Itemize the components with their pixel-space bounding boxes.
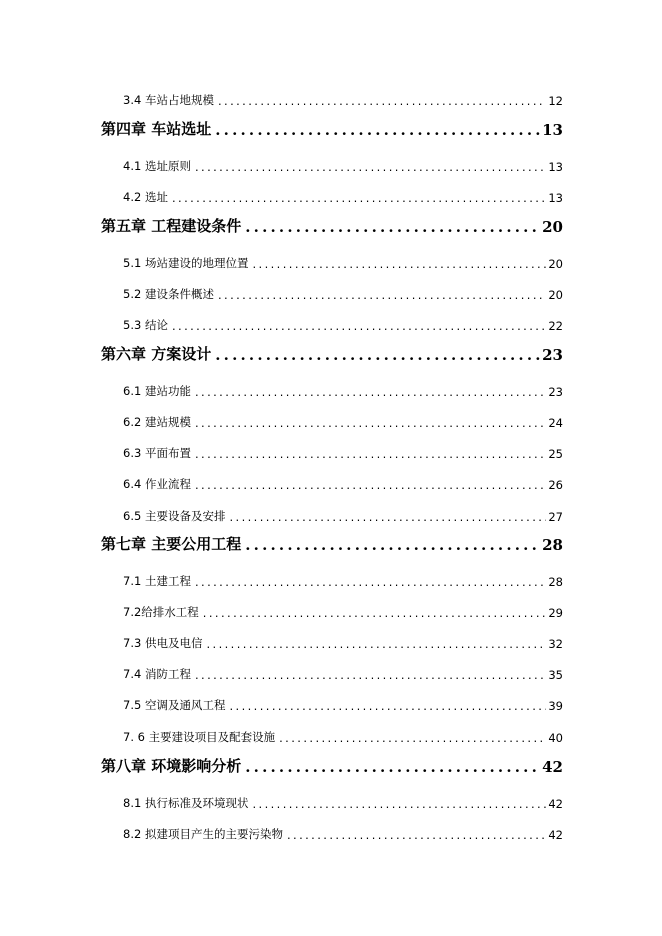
- toc-page-number: 32: [548, 637, 563, 651]
- toc-entry-title: 8.1 执行标准及环境现状: [123, 796, 249, 810]
- toc-chapter-6[interactable]: [101, 344, 563, 364]
- toc-page-number: 25: [548, 447, 563, 461]
- toc-page-number: 42: [542, 758, 563, 776]
- toc-entry-title: 7.2给排水工程: [123, 605, 199, 619]
- toc-entry-7-6[interactable]: [123, 729, 563, 745]
- dot-leader: [195, 575, 546, 589]
- toc-entry-7-2[interactable]: [123, 604, 563, 620]
- toc-entry-7-3[interactable]: [123, 635, 563, 651]
- toc-entry-7-1[interactable]: [123, 573, 563, 589]
- toc-entry-6-3[interactable]: [123, 445, 563, 461]
- toc-page-number: 13: [542, 121, 563, 139]
- dot-leader: [245, 536, 540, 554]
- toc-entry-5-3[interactable]: [123, 317, 563, 333]
- dot-leader: [195, 416, 546, 430]
- toc-page-number: 28: [542, 536, 563, 554]
- toc-entry-8-2[interactable]: [123, 826, 563, 842]
- toc-entry-title: 7.4 消防工程: [123, 667, 191, 681]
- toc-entry-title: 6.1 建站功能: [123, 384, 191, 398]
- toc-entry-title: 7. 6 主要建设项目及配套设施: [123, 730, 276, 744]
- dot-leader: [195, 447, 546, 461]
- toc-entry-title: 8.2 拟建项目产生的主要污染物: [123, 827, 283, 841]
- dot-leader: [252, 257, 546, 271]
- toc-entry-title: 7.5 空调及通风工程: [123, 698, 226, 712]
- toc-chapter-5[interactable]: [101, 216, 563, 236]
- toc-entry-title: 6.3 平面布置: [123, 446, 191, 460]
- toc-entry-title: 4.2 选址: [123, 190, 168, 204]
- dot-leader: [245, 218, 540, 236]
- toc-chapter-title: 第六章 方案设计: [101, 345, 212, 363]
- toc-page-number: 23: [542, 346, 563, 364]
- toc-chapter-title: 第五章 工程建设条件: [101, 217, 242, 235]
- toc-entry-title: 5.3 结论: [123, 318, 168, 332]
- dot-leader: [172, 191, 546, 205]
- toc-entry-title: 5.2 建设条件概述: [123, 287, 214, 301]
- toc-page-number: 20: [548, 288, 563, 302]
- toc-chapter-title: 第八章 环境影响分析: [101, 757, 242, 775]
- dot-leader: [218, 288, 546, 302]
- toc-page-number: 26: [548, 478, 563, 492]
- dot-leader: [206, 637, 546, 651]
- dot-leader: [218, 94, 546, 108]
- toc-chapter-7[interactable]: [101, 534, 563, 554]
- toc-entry-title: 6.2 建站规模: [123, 415, 191, 429]
- toc-entry-title: 3.4 车站占地规模: [123, 93, 214, 107]
- toc-entry-5-1[interactable]: [123, 255, 563, 271]
- toc-page-number: 20: [548, 257, 563, 271]
- toc-entry-title: 5.1 场站建设的地理位置: [123, 256, 249, 270]
- toc-entry-6-2[interactable]: [123, 414, 563, 430]
- dot-leader: [287, 828, 546, 842]
- dot-leader: [245, 758, 540, 776]
- toc-page-number: 27: [548, 510, 563, 524]
- toc-page-number: 29: [548, 606, 563, 620]
- dot-leader: [215, 121, 540, 139]
- toc-entry-title: 7.3 供电及电信: [123, 636, 203, 650]
- toc-chapter-8[interactable]: [101, 756, 563, 776]
- toc-page-number: 42: [548, 828, 563, 842]
- toc-entry-6-5[interactable]: [123, 508, 563, 524]
- toc-entry-6-1[interactable]: [123, 383, 563, 399]
- dot-leader: [195, 478, 546, 492]
- toc-entry-3-4[interactable]: [123, 92, 563, 108]
- dot-leader: [279, 731, 546, 745]
- toc-page-number: 35: [548, 668, 563, 682]
- toc-page-number: 13: [548, 191, 563, 205]
- dot-leader: [229, 699, 546, 713]
- dot-leader: [252, 797, 546, 811]
- toc-entry-4-1[interactable]: [123, 158, 563, 174]
- toc-page-number: 22: [548, 319, 563, 333]
- toc-entry-title: 4.1 选址原则: [123, 159, 191, 173]
- toc-page-number: 24: [548, 416, 563, 430]
- dot-leader: [215, 346, 540, 364]
- dot-leader: [203, 606, 547, 620]
- toc-chapter-4[interactable]: [101, 119, 563, 139]
- toc-entry-7-4[interactable]: [123, 666, 563, 682]
- toc-page-number: 39: [548, 699, 563, 713]
- toc-page-number: 12: [548, 94, 563, 108]
- dot-leader: [195, 385, 546, 399]
- toc-entry-title: 6.4 作业流程: [123, 477, 191, 491]
- dot-leader: [172, 319, 546, 333]
- toc-entry-title: 6.5 主要设备及安排: [123, 509, 226, 523]
- toc-page-number: 42: [548, 797, 563, 811]
- toc-page-number: 20: [542, 218, 563, 236]
- dot-leader: [195, 668, 546, 682]
- toc-chapter-title: 第七章 主要公用工程: [101, 535, 242, 553]
- toc-page-number: 40: [548, 731, 563, 745]
- toc-entry-5-2[interactable]: [123, 286, 563, 302]
- toc-page-number: 13: [548, 160, 563, 174]
- dot-leader: [195, 160, 546, 174]
- toc-entry-6-4[interactable]: [123, 476, 563, 492]
- toc-entry-4-2[interactable]: [123, 189, 563, 205]
- toc-page-number: 23: [548, 385, 563, 399]
- toc-entry-7-5[interactable]: [123, 697, 563, 713]
- toc-entry-8-1[interactable]: [123, 795, 563, 811]
- toc-chapter-title: 第四章 车站选址: [101, 120, 212, 138]
- toc-page-number: 28: [548, 575, 563, 589]
- dot-leader: [229, 510, 546, 524]
- toc-entry-title: 7.1 土建工程: [123, 574, 191, 588]
